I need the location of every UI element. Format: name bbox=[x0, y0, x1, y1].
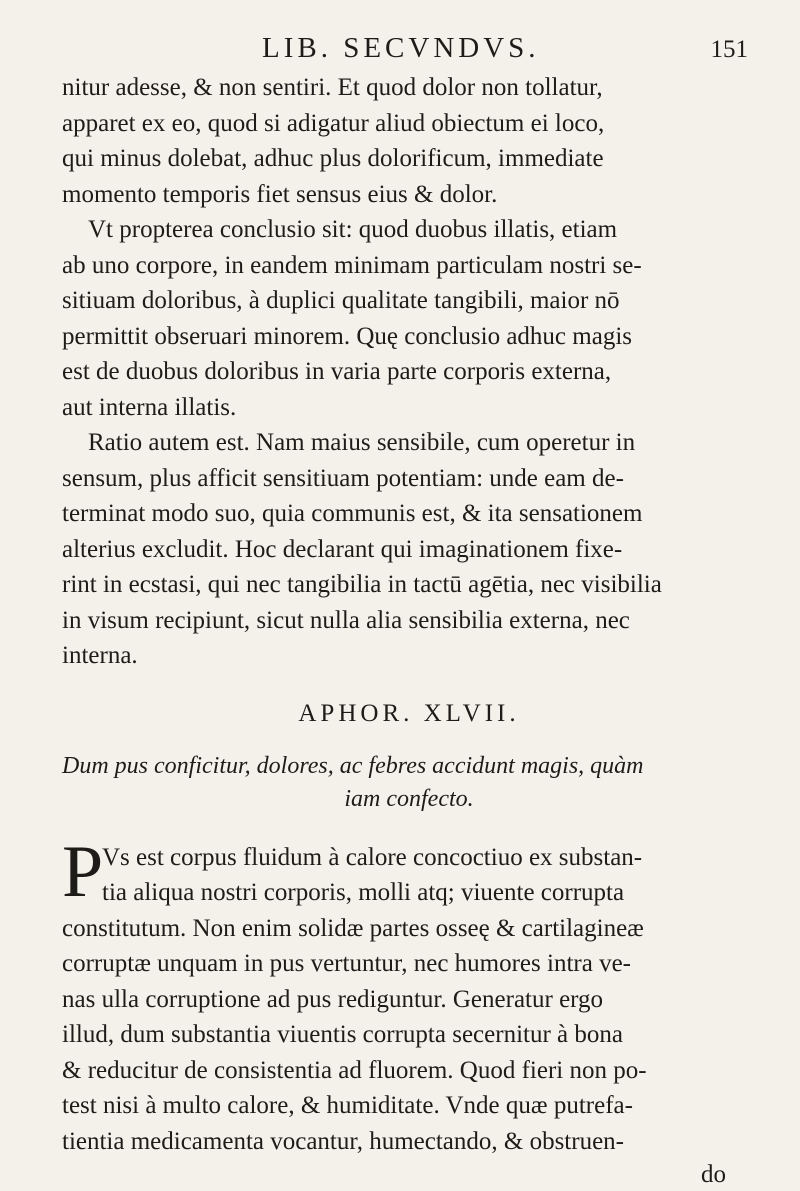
running-head bbox=[262, 32, 748, 70]
page-number: 151 bbox=[710, 36, 748, 63]
text-line: & reducitur de consistentia ad fluorem. Quod fieri non po- bbox=[62, 1056, 647, 1084]
paragraph-3 bbox=[62, 425, 756, 674]
text-line: alterius excludit. Hoc declarant qui imaginationem fixe- bbox=[62, 535, 623, 563]
text-line: rint in ecstasi, qui nec tangibilia in tactū agētia, nec visibilia bbox=[62, 571, 662, 598]
text-line: tientia medicamenta vocantur, humectando, & obstruen- bbox=[62, 1127, 624, 1155]
aphorism-heading: APHOR. XLVII. bbox=[298, 699, 520, 727]
paragraph-2 bbox=[62, 212, 756, 425]
text-line: nitur adesse, & non sentiri. Et quod dolor non tollatur, bbox=[62, 74, 603, 101]
text-line: terminat modo suo, quia communis est, & ita sensationem bbox=[62, 500, 643, 527]
text-line: qui minus dolebat, adhuc plus dolorificum, immediate bbox=[62, 145, 604, 172]
text-line: test nisi à multo calore, & humiditate. Vnde quæ putrefa- bbox=[62, 1092, 633, 1119]
text-line: aut interna illatis. bbox=[62, 393, 237, 421]
text-line: sensum, plus afficit sensitiuam potentiam: unde eam de- bbox=[62, 464, 624, 492]
text-line: momento temporis fiet sensus eius & dolor. bbox=[62, 180, 498, 208]
running-title: LIB. SECVNDVS. bbox=[262, 32, 540, 64]
text-line: nas ulla corruptione ad pus rediguntur. Generatur ergo bbox=[62, 985, 604, 1013]
text-line: Ratio autem est. Nam maius sensibile, cum operetur in bbox=[88, 429, 636, 456]
text-line: in visum recipiunt, sicut nulla alia sensibilia externa, nec bbox=[62, 606, 630, 634]
aphorism-title bbox=[62, 750, 756, 816]
text-line: permittit obseruari minorem. Quę conclusio adhuc magis bbox=[62, 322, 632, 350]
text-line: sitiuam doloribus, à duplici qualitate tangibili, maior nō bbox=[62, 287, 620, 314]
paragraph-4 bbox=[62, 830, 756, 1160]
text-line: constitutum. Non enim solidæ partes osseę & cartilagineæ bbox=[62, 914, 644, 942]
text-line: Vt propterea conclusio sit: quod duobus illatis, etiam bbox=[88, 216, 618, 243]
catchword: do bbox=[701, 1161, 726, 1188]
aphorism-title-line: iam confecto. bbox=[344, 785, 474, 812]
paragraph-1 bbox=[62, 70, 756, 212]
text-line: Vs est corpus fluidum à calore concoctiuo ex substan- bbox=[102, 843, 643, 871]
text-line: est de duobus doloribus in varia parte corporis externa, bbox=[62, 358, 612, 385]
text-line: corruptæ unquam in pus vertuntur, nec humores intra ve- bbox=[62, 950, 631, 977]
text-line: interna. bbox=[62, 642, 138, 669]
text-line: illud, dum substantia viuentis corrupta secernitur à bona bbox=[62, 1021, 623, 1048]
text-line: apparet ex eo, quod si adigatur aliud obiectum ei loco, bbox=[62, 109, 605, 137]
aphorism-title-line: Dum pus conficitur, dolores, ac febres accidunt magis, quàm bbox=[62, 752, 644, 779]
text-line: tia aliqua nostri corporis, molli atq; viuente corrupta bbox=[102, 879, 625, 906]
text-line: ab uno corpore, in eandem minimam particulam nostri se- bbox=[62, 251, 642, 279]
drop-cap: P bbox=[62, 830, 104, 913]
